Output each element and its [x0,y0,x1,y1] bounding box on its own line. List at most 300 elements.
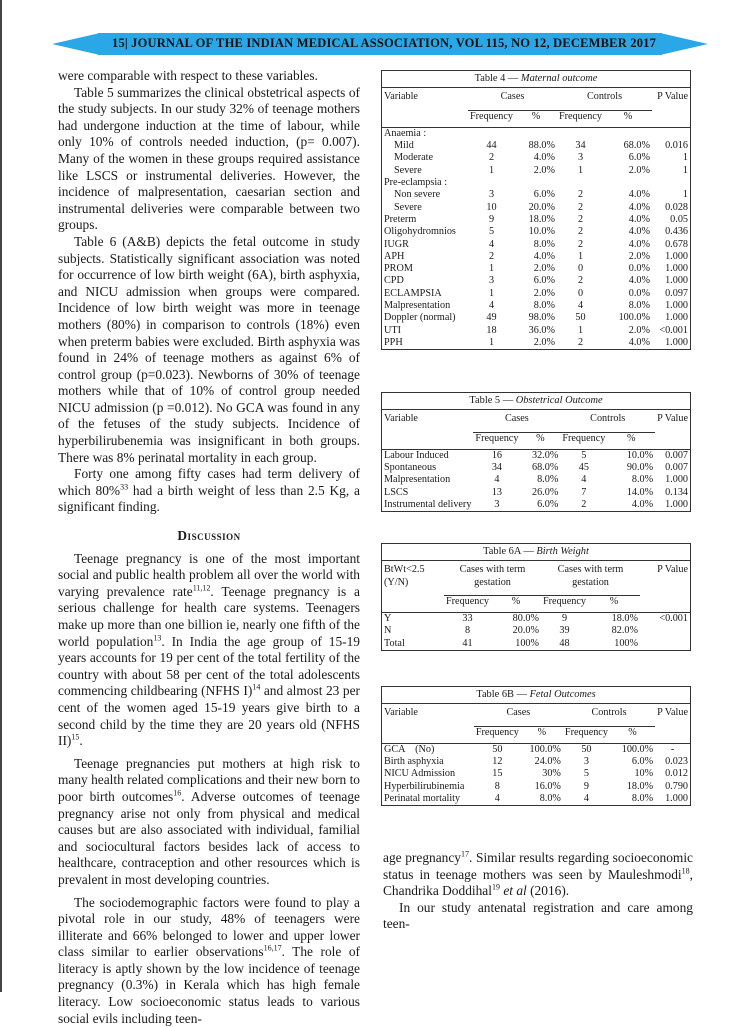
cell: 0.007 [655,449,690,462]
cell: 4.0% [607,499,655,511]
cell: 10% [610,768,655,780]
cell: <0.001 [652,325,690,337]
cell: 4.0% [604,239,652,251]
cell: 1 [557,251,604,263]
table-row [382,793,690,805]
cell: 0.016 [652,140,690,152]
table-title [382,71,690,88]
header-cell: % [607,432,655,445]
cell: 8.0% [521,793,563,805]
cell: 1.000 [655,793,690,805]
cell: 0.0% [604,288,652,300]
citation: 13 [153,633,161,642]
title-italic: Maternal outcome [521,73,597,84]
header-cell: P Value [655,410,690,425]
header-cell: Frequency [560,432,607,445]
cell: 5 [560,449,607,462]
cell: 8 [444,625,491,637]
cell: 12 [474,756,521,768]
cell: 33 [444,613,491,626]
cell: 18.0% [515,214,557,226]
cell: 0.05 [652,214,690,226]
cell: CPD [382,275,468,287]
text: , Chandrika Doddihal [383,867,693,899]
citation: 14 [252,683,260,692]
text: Teenage pregnancy is one of the most important social and public health problem all over the world with varying prevalence rate [58,551,360,599]
title-prefix: Table 5 — [469,395,515,406]
cell: 8 [474,781,521,793]
cell: 1.000 [652,251,690,263]
cell: 9 [468,214,515,226]
header-cell: Variable [382,88,468,103]
cell: 1.000 [652,263,690,275]
cell: 6.0% [515,275,557,287]
text: . Teenage pregnancy is a serious challenge for health care systems. Teenagers make up more than one billion ie, nearly one fifth of the world population [58,584,360,649]
cell: 0.097 [652,288,690,300]
cell: 20.0% [515,202,557,214]
table-title [382,687,690,704]
cell: 5 [468,226,515,238]
group-label: Pre-eclampsia : [382,177,468,189]
text: Forty one among fifty cases had term delivery of which 80% [58,466,360,498]
cell: 4.0% [604,189,652,201]
left-column [58,68,360,1027]
citation: 15 [71,733,79,742]
cell: 0.0% [604,263,652,275]
cell: 2 [557,239,604,251]
header-cell: % [520,432,560,445]
cell: 8.0% [604,300,652,312]
cell: 1 [468,288,515,300]
table-row [382,462,690,474]
cell: 36.0% [515,325,557,337]
cell: 32.0% [520,449,560,462]
table-row [382,202,690,214]
cell: 0.007 [655,462,690,474]
cell: 1 [557,165,604,177]
cell: 49 [468,312,515,324]
cell: 8.0% [515,239,557,251]
table-row [382,337,690,349]
text: age pregnancy [383,850,461,865]
cell: 2 [557,337,604,349]
citation: 17 [461,850,469,859]
cell: Instrumental delivery [382,499,473,511]
cell: 4.0% [515,251,557,263]
table-row [382,189,690,201]
cell: 6.0% [520,499,560,511]
text: had a birth weight of less than 2.5 Kg, a significant finding. [58,483,360,515]
header-cell: Variable [382,704,474,719]
cell: Severe [382,165,468,177]
cell: APH [382,251,468,263]
cell: Mild [382,140,468,152]
table-body [382,561,690,650]
cell: 1.000 [655,474,690,486]
cell: Moderate [382,152,468,164]
cell: PROM [382,263,468,275]
cell: 16 [473,449,520,462]
cell: Hyperbilirubinemia [382,781,474,793]
table-row [382,140,690,152]
header-cell: % [604,110,652,123]
header-cell: % [588,595,640,608]
cell: Spontaneous [382,462,473,474]
header-cell: Cases with term [541,561,640,576]
cell: 30% [521,768,563,780]
table-body [382,88,690,349]
cell: ECLAMPSIA [382,288,468,300]
cell: Total [382,638,444,650]
cell: 2 [557,226,604,238]
table-row [382,499,690,511]
cell: 1.000 [652,275,690,287]
right-column-text [383,850,693,933]
cell: 9 [541,613,588,626]
cell: N [382,625,444,637]
cell: 1 [468,263,515,275]
cell: 50 [563,743,610,756]
paragraph [58,551,360,750]
header-left-arrow [52,33,100,55]
table-row [382,625,690,637]
cell: 90.0% [607,462,655,474]
header-cell: P Value [655,704,690,719]
cell: Y [382,613,444,626]
cell: 41 [444,638,491,650]
table-row [382,226,690,238]
cell: 0.012 [655,768,690,780]
paragraph: Table 6 (A&B) depicts the fetal outcome in study subjects. Statistically significant association was noted for occurrence of low birth weight (6A), birth asphyxia, and NICU admission when groups were compared. Incidence of low birth weight was more in teenage mothers (80%) in comparison to controls (18%) even when preterm babies were excluded. Birth asphyxia was found in 24% of teenage mothers as against 6% of control group (p=0.023). Newborns of 30% of teenage mothers while that of 10% of control group needed NICU admission (p =0.012). No GCA was found in any of the fetuses of the study subjects. Incidence of hyperbilirubenemia was insignificant in both groups. There was 8% perinatal mortality in each group. [58,234,360,466]
cell: 3 [468,275,515,287]
header-cell: % [610,726,655,739]
cell: 2.0% [604,251,652,263]
cell: 1.000 [652,300,690,312]
citation: 18 [682,866,690,875]
header-right-arrow [660,33,708,55]
cell: 50 [474,743,521,756]
cell: Malpresentation [382,474,473,486]
cell: 1.000 [652,312,690,324]
journal-header [52,30,708,56]
cell: 4.0% [515,152,557,164]
cell: 2 [468,251,515,263]
title-italic: Obstetrical Outcome [516,395,603,406]
table-row [382,263,690,275]
cell: 1 [652,165,690,177]
cell: Oligohydromnios [382,226,468,238]
cell: 6.0% [604,152,652,164]
cell: 16.0% [521,781,563,793]
cell: 26.0% [520,487,560,499]
table-6a [381,543,691,651]
cell: 2 [557,189,604,201]
header-cell: Controls [560,410,655,425]
cell: 68.0% [520,462,560,474]
header-cell: BtWt<2.5 [382,561,444,576]
citation: 33 [120,482,128,491]
page-left-border [0,0,2,992]
header-cell: P Value [652,88,690,103]
paragraph [58,756,360,889]
cell: 8.0% [520,474,560,486]
cell: 4 [474,793,521,805]
cell: 0.790 [655,781,690,793]
paragraph: In our study antenatal registration and care among teen- [383,900,693,933]
cell: 82.0% [588,625,640,637]
cell: 15 [474,768,521,780]
cell: 34 [473,462,520,474]
cell: IUGR [382,239,468,251]
header-cell: Controls [563,704,655,719]
cell: 0.678 [652,239,690,251]
cell: 18.0% [610,781,655,793]
title-prefix: Table 4 — [475,73,521,84]
cell: 4.0% [604,337,652,349]
text: . [79,733,82,748]
cell: - [655,743,690,756]
table-row [382,743,690,756]
cell: 4.0% [604,275,652,287]
cell: 8.0% [515,300,557,312]
header-cell: Frequency [468,110,515,123]
cell: 2.0% [515,337,557,349]
table-row [382,251,690,263]
table-row [382,214,690,226]
paragraph [58,466,360,516]
cell: 7 [560,487,607,499]
table-row [382,325,690,337]
table-title [382,544,690,561]
header-cell: Frequency [541,595,588,608]
cell: 100% [588,638,640,650]
cell: 5 [563,768,610,780]
cell: 88.0% [515,140,557,152]
table-title [382,393,690,410]
paragraph [58,895,360,1027]
header-cell: Cases [474,704,563,719]
cell: 14.0% [607,487,655,499]
header-cell: Frequency [473,432,520,445]
table-row [382,165,690,177]
cell: 2 [560,499,607,511]
cell: 18.0% [588,613,640,626]
cell: 0 [557,288,604,300]
citation: 11,12 [193,583,211,592]
citation: 16 [173,788,181,797]
table-row [382,312,690,324]
table-row [382,756,690,768]
title-italic: Birth Weight [536,546,588,557]
cell: 2.0% [515,263,557,275]
header-cell: gestation [444,577,541,589]
table-row [382,613,690,626]
cell: 100.0% [521,743,563,756]
cell: 4 [557,300,604,312]
cell: 2 [557,202,604,214]
cell: Non severe [382,189,468,201]
cell: 0 [557,263,604,275]
cell: 10.0% [607,449,655,462]
cell: Preterm [382,214,468,226]
table-row [382,300,690,312]
cell: UTI [382,325,468,337]
table-4 [381,70,691,350]
header-cell: Frequency [563,726,610,739]
cell: 3 [563,756,610,768]
citation: 19 [492,883,500,892]
table-row [382,768,690,780]
header-text: 15| JOURNAL OF THE INDIAN MEDICAL ASSOCIATION, VOL 115, NO 12, DECEMBER 2017 [112,36,648,51]
header-cell: Cases with term [444,561,541,576]
cell: 10 [468,202,515,214]
group-label: Anaemia : [382,127,468,140]
table-6b [381,686,691,806]
header-cell: P Value [640,561,690,576]
cell: 4 [468,300,515,312]
cell: 6.0% [610,756,655,768]
cell: 13 [473,487,520,499]
cell: 0.028 [652,202,690,214]
cell: 4.0% [604,202,652,214]
text: Teenage pregnancies put mothers at high risk to many health related complications and their new born to poor birth outcomes [58,756,360,804]
cell: LSCS [382,487,473,499]
cell: 2 [468,152,515,164]
title-prefix: Table 6B — [476,689,529,700]
cell: 3 [473,499,520,511]
cell: 48 [541,638,588,650]
title-italic: Fetal Outcomes [530,689,596,700]
cell: 20.0% [491,625,541,637]
cell: 68.0% [604,140,652,152]
header-cell: (Y/N) [382,577,444,589]
cell: 0.134 [655,487,690,499]
table-row [382,288,690,300]
table-row [382,781,690,793]
text: The sociodemographic factors were found to play a pivotal role in our study, 48% of teenagers were illiterate and 66% belonged to lower and upper lower class similar to earlier observations [58,895,360,960]
title-prefix: Table 6A — [483,546,536,557]
cell: 1 [652,152,690,164]
header-cell: % [521,726,563,739]
cell [640,638,690,650]
cell: 8.0% [607,474,655,486]
cell: 2 [557,275,604,287]
text: . The role of literacy is aptly shown by the low incidence of teenage pregnancy (0.3%) in Kerala which has high female literacy. Low socioeconomic status leads to various social evils including teen- [58,944,360,1025]
cell: 80.0% [491,613,541,626]
cell: Perinatal mortality [382,793,474,805]
header-cell: % [515,110,557,123]
cell: 24.0% [521,756,563,768]
table-row [382,638,690,650]
cell: 50 [557,312,604,324]
cell: 100% [491,638,541,650]
cell: 2 [557,214,604,226]
cell: 45 [560,462,607,474]
cell: 2.0% [515,165,557,177]
header-cell: Frequency [474,726,521,739]
text: (2016). [527,883,569,898]
cell: 2.0% [604,325,652,337]
cell: 98.0% [515,312,557,324]
header-cell: Controls [557,88,652,103]
cell: Malpresentation [382,300,468,312]
cell: PPH [382,337,468,349]
cell [640,625,690,637]
header-cell: Frequency [444,595,491,608]
cell: 4 [560,474,607,486]
cell: Severe [382,202,468,214]
cell: 4 [473,474,520,486]
table-row [382,239,690,251]
table-row [382,152,690,164]
cell: 1 [557,325,604,337]
table-row [382,487,690,499]
citation: 16,17 [264,944,282,953]
header-cell: Frequency [557,110,604,123]
cell: 4 [468,239,515,251]
text: . In India the age group of 15-19 years accounts for 19 per cent of the total fertility of the country with about 58 per cent of the total adolescents commencing childbearing (NFHS I) [58,634,360,699]
cell: 9 [563,781,610,793]
cell: 0.436 [652,226,690,238]
table-row [382,449,690,462]
cell: 18 [468,325,515,337]
paragraph: Table 5 summarizes the clinical obstetrical aspects of the study subjects. In our study 32% of teenage mothers had undergone induction at the time of labour, while only 10% of controls needed induction, (p= 0.007). Many of the women in these groups required assistance like LSCS or instrumental deliveries. However, the incidence of malpresentation, caesarian section and instrumental deliveries were comparable between two groups. [58,85,360,234]
header-cell: Cases [473,410,560,425]
cell: 1 [468,337,515,349]
table-body [382,704,690,805]
cell: 4 [563,793,610,805]
cell: 39 [541,625,588,637]
text: et al [500,883,527,898]
cell: 2.0% [604,165,652,177]
cell: 3 [468,189,515,201]
table-row [382,275,690,287]
header-cell: % [491,595,541,608]
section-heading: Discussion [58,528,360,545]
cell: 4.0% [604,214,652,226]
cell: 1.000 [652,337,690,349]
paragraph: were comparable with respect to these variables. [58,68,360,85]
table-5 [381,392,691,512]
cell: <0.001 [640,613,690,626]
cell: Labour Induced [382,449,473,462]
header-cell: Cases [468,88,557,103]
text: . Adverse outcomes of teenage pregnancy arise not only from physical and medical causes but are also associated with individual, familial and sociocultural factors besides lack of access to healthcare, contraception and other resources which is prevalent in most developing countries. [58,789,360,887]
cell: 34 [557,140,604,152]
cell: 0.023 [655,756,690,768]
cell: 3 [557,152,604,164]
cell: 10.0% [515,226,557,238]
paragraph [383,850,693,900]
cell: Doppler (normal) [382,312,468,324]
cell: 1 [652,189,690,201]
cell: 1 [468,165,515,177]
table-body [382,410,690,511]
cell: 2.0% [515,288,557,300]
cell: 44 [468,140,515,152]
cell: Birth asphyxia [382,756,474,768]
table-row [382,474,690,486]
cell: 1.000 [655,499,690,511]
text: and almost 23 per cent of the women aged 15-19 years give birth to a second child by the time they are 20 years old (NFHS II) [58,683,360,748]
text: . Similar results regarding socioeconomic status in teenage mothers was seen by Mauleshmodi [383,850,693,882]
cell: 100.0% [604,312,652,324]
cell: 6.0% [515,189,557,201]
header-cell: Variable [382,410,473,425]
cell: 4.0% [604,226,652,238]
cell: 100.0% [610,743,655,756]
header-cell: gestation [541,577,640,589]
